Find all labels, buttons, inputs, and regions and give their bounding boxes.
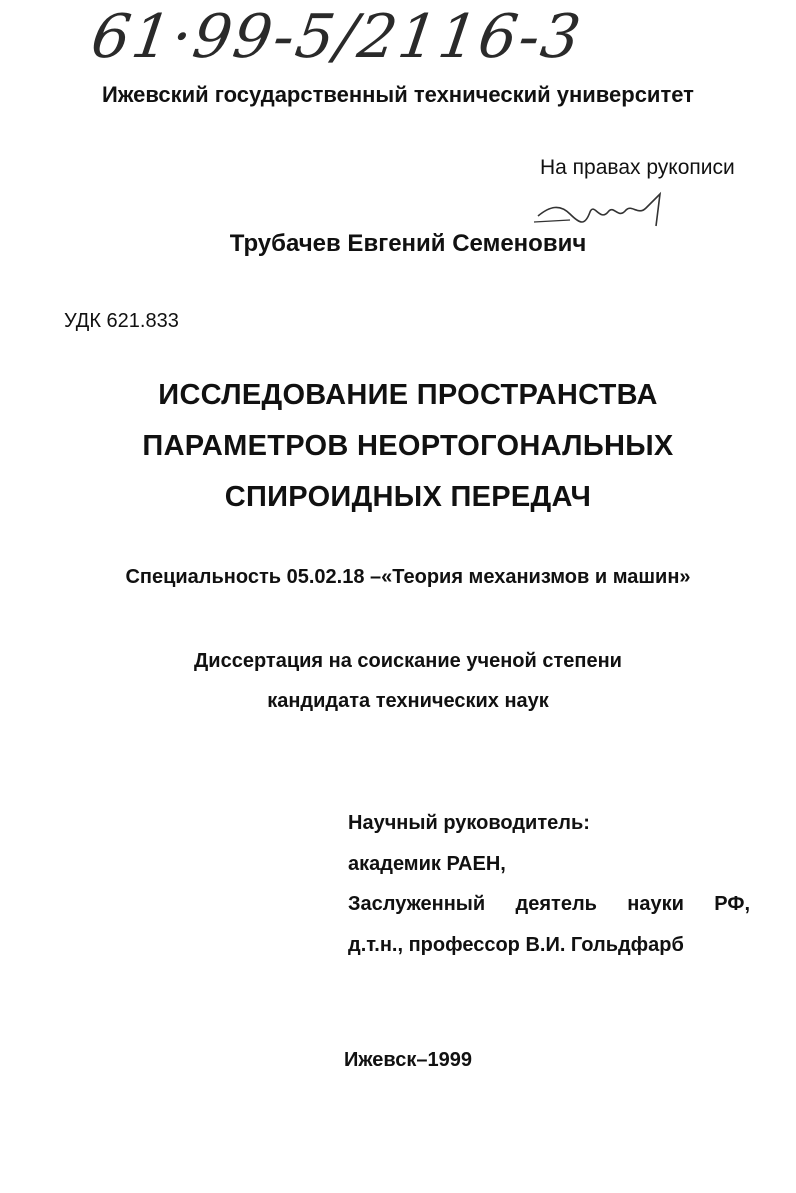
udk-code: УДК 621.833 bbox=[64, 310, 179, 332]
specialty-line: Специальность 05.02.18 –«Теория механизмов и машин» bbox=[125, 566, 691, 588]
supervisor-academic-title: академик РАЕН, bbox=[348, 853, 506, 875]
manuscript-rights-note: На правах рукописи bbox=[540, 156, 735, 179]
university-name: Ижевский государственный технический университет bbox=[102, 82, 694, 107]
supervisor-honorary-word: Заслуженный bbox=[348, 893, 486, 915]
author-signature bbox=[530, 186, 680, 236]
supervisor-honorary-title bbox=[348, 893, 750, 916]
author-name: Трубачев Евгений Семенович bbox=[229, 230, 587, 257]
title-line-3: СПИРОИДНЫХ ПЕРЕДАЧ bbox=[224, 481, 592, 513]
supervisor-honorary-word: науки bbox=[627, 893, 684, 915]
city-year: Ижевск–1999 bbox=[344, 1049, 472, 1071]
supervisor-label: Научный руководитель: bbox=[348, 812, 590, 834]
title-line-1: ИССЛЕДОВАНИЕ ПРОСТРАНСТВА bbox=[158, 379, 658, 411]
supervisor-honorary-word: деятель bbox=[515, 893, 597, 915]
supervisor-honorary-word: РФ, bbox=[714, 893, 750, 915]
handwritten-archive-number: 61·99-5/2116-3 bbox=[87, 2, 587, 72]
dissertation-line-1: Диссертация на соискание ученой степени bbox=[194, 650, 622, 672]
title-line-2: ПАРАМЕТРОВ НЕОРТОГОНАЛЬНЫХ bbox=[142, 430, 674, 462]
dissertation-line-2: кандидата технических наук bbox=[267, 690, 549, 712]
supervisor-name: д.т.н., профессор В.И. Гольдфарб bbox=[348, 934, 684, 956]
